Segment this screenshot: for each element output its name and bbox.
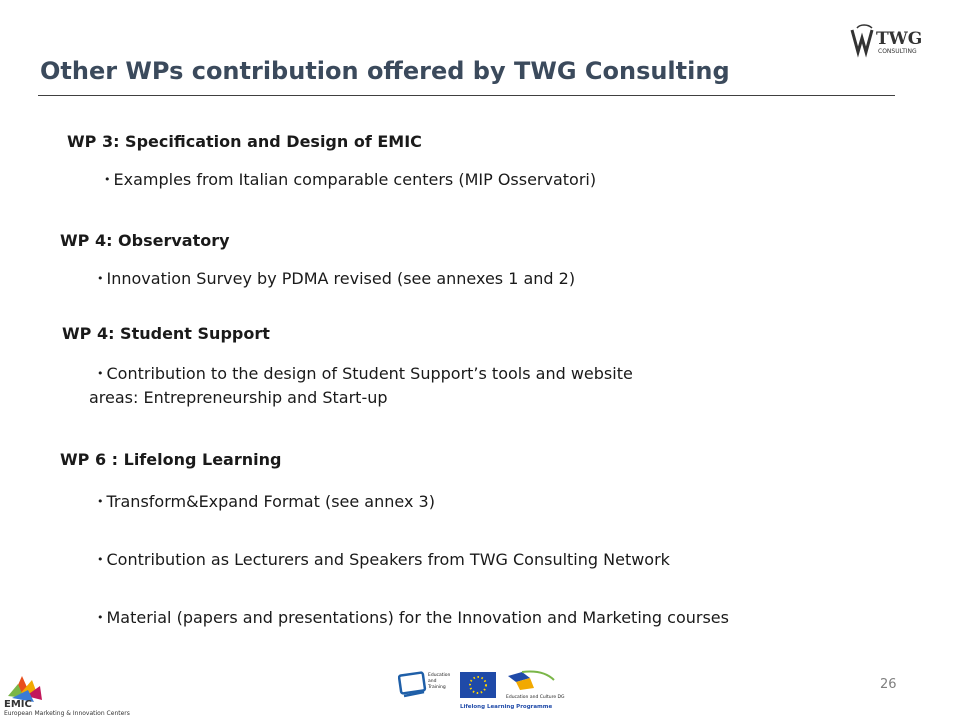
svg-text:Training: Training: [428, 685, 446, 690]
bullet-icon: •: [97, 367, 104, 380]
section-heading-wp4-observatory: WP 4: Observatory: [60, 231, 230, 250]
bullet-text: Innovation Survey by PDMA revised (see annexes 1 and 2): [106, 269, 576, 288]
bullet-item: [97, 267, 575, 291]
twg-logo-subtext: CONSULTING: [878, 48, 917, 55]
bullet-text-continued: areas: Entrepreneurship and Start-up: [89, 388, 388, 407]
section-heading-wp4-student-support: WP 4: Student Support: [62, 324, 270, 343]
education-training-icon: [399, 672, 451, 696]
funding-logos: [398, 668, 588, 712]
bullet-item: [97, 606, 729, 630]
section-heading-wp3: WP 3: Specification and Design of EMIC: [67, 132, 422, 151]
bullet-item: [89, 362, 633, 410]
svg-text:Education: Education: [428, 673, 451, 678]
bullet-icon: •: [97, 495, 104, 508]
llp-label: Lifelong Learning Programme: [460, 704, 553, 710]
bullet-item: [97, 548, 670, 572]
slide-title: Other WPs contribution offered by TWG Consulting: [40, 57, 730, 85]
title-divider: [38, 95, 895, 96]
culture-dg-icon: [506, 671, 565, 700]
twg-logo-text: TWG: [876, 29, 923, 49]
bullet-icon: •: [104, 173, 111, 186]
bullet-text: Material (papers and presentations) for the Innovation and Marketing courses: [106, 608, 729, 627]
svg-text:Education and Culture DG: Education and Culture DG: [506, 695, 565, 700]
bullet-text: Examples from Italian comparable centers (MIP Osservatori): [113, 170, 597, 189]
bullet-text: Contribution as Lecturers and Speakers from TWG Consulting Network: [106, 550, 670, 569]
bullet-item: [104, 168, 596, 192]
bullet-icon: •: [97, 553, 104, 566]
page-number: 26: [880, 677, 897, 692]
emic-name: EMIC: [4, 699, 32, 710]
bullet-item: [97, 490, 435, 514]
section-heading-wp6: WP 6 : Lifelong Learning: [60, 450, 282, 469]
bullet-icon: •: [97, 272, 104, 285]
bullet-icon: •: [97, 611, 104, 624]
eu-flag-icon: [460, 672, 496, 698]
twg-logo-icon: [848, 22, 943, 58]
bullet-text: Transform&Expand Format (see annex 3): [106, 492, 435, 511]
bullet-text: Contribution to the design of Student Support’s tools and website: [106, 364, 633, 383]
emic-tagline: European Marketing & Innovation Centers: [4, 710, 130, 717]
svg-text:and: and: [428, 679, 437, 684]
